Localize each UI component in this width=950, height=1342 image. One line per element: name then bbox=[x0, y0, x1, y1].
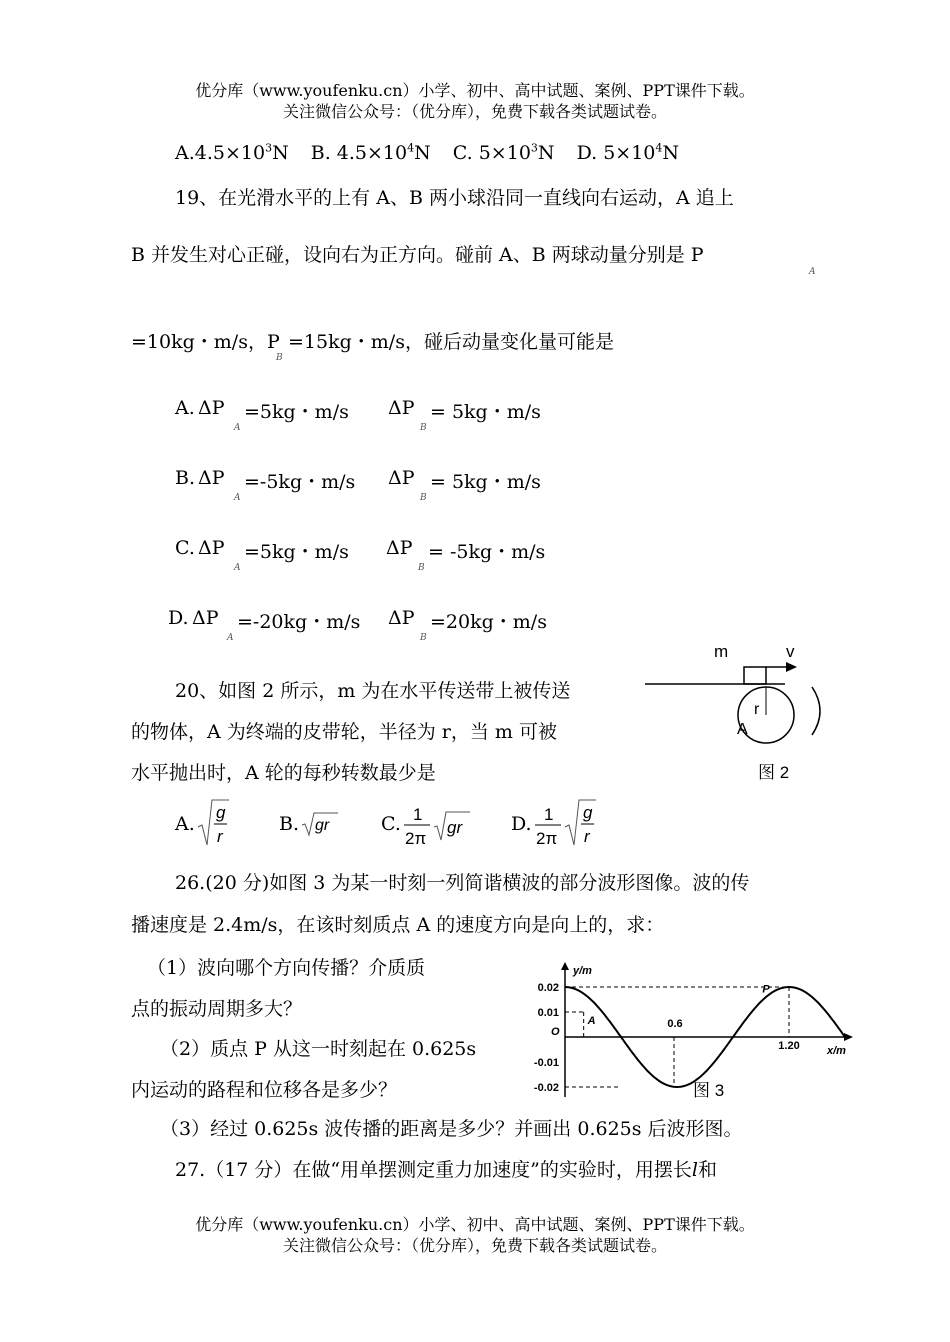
q26-part1-line1: （1）波向哪个方向传播？介质质 bbox=[147, 957, 426, 979]
q18-option-c: C. $5\times 10^3N$ bbox=[452, 142, 555, 165]
fig3-caption: 图 3 bbox=[693, 1081, 725, 1100]
q18-option-a: $A.4.5\times 10^3N$ bbox=[175, 142, 289, 165]
q19-option-d-pa: ΔP bbox=[192, 607, 219, 629]
q20-line-2: 的物体，A 为终端的皮带轮，半径为 r，当 m 可被 bbox=[131, 721, 557, 743]
q19-option-a-pa-val: =5kg・m/s bbox=[244, 401, 349, 423]
q19-option-b-pb-sub: B bbox=[420, 493, 427, 503]
q19-pb-subscript: B bbox=[276, 353, 283, 363]
q26-part3: （3）经过 0.625s 波传播的距离是多少？并画出 0.625s 后波形图。 bbox=[160, 1118, 743, 1140]
fig2-A-label: A bbox=[737, 721, 748, 738]
y-tick-label: -0.01 bbox=[533, 1057, 559, 1069]
x-tick-label: 1.20 bbox=[778, 1040, 800, 1052]
q20-line-1: 20、如图 2 所示，m 为在水平传送带上被传送 bbox=[175, 680, 571, 702]
q19-option-c-pb: ΔP bbox=[386, 537, 413, 559]
y-tick-label: 0.02 bbox=[537, 982, 559, 994]
header-line-1: 优分库（www.youfenku.cn）小学、初中、高中试题、案例、PPT课件下载。 bbox=[195, 81, 755, 100]
q19-option-b-pa-sub: A bbox=[234, 493, 241, 503]
point-P-label: P bbox=[762, 983, 770, 996]
figure-2 bbox=[640, 635, 830, 790]
q20-option-c-label: C. bbox=[381, 813, 401, 835]
q26-part2-line1: （2）质点 P 从这一时刻起在 0.625s bbox=[160, 1038, 477, 1060]
y-tick-label: 0.01 bbox=[537, 1007, 559, 1019]
footer-line-1: 优分库（www.youfenku.cn）小学、初中、高中试题、案例、PPT课件下载。 bbox=[195, 1215, 755, 1234]
formula-one-d: 1 bbox=[544, 805, 554, 824]
x-axis-arrow bbox=[844, 1033, 853, 1041]
formula-two-pi: 2π bbox=[405, 829, 427, 848]
q19-option-c-label: C. bbox=[175, 537, 195, 559]
q20-option-d-formula bbox=[533, 797, 599, 851]
q18-option-d: D. $5\times 10^4N$ bbox=[576, 142, 680, 165]
q18-option-b: B. $4.5\times 10^4N$ bbox=[310, 142, 431, 165]
q19-line-2: B 并发生对心正碰，设向右为正方向。碰前 A、B 两球动量分别是 P bbox=[131, 244, 704, 266]
point-A-label: A bbox=[587, 1015, 596, 1027]
formula-gr: gr bbox=[315, 817, 330, 834]
q19-option-d-pb-val: =20kg・m/s bbox=[430, 611, 547, 633]
formula-one: 1 bbox=[413, 805, 423, 824]
q19-option-b-pb: ΔP bbox=[388, 467, 415, 489]
y-axis-arrow bbox=[561, 962, 569, 970]
velocity-arrow-head bbox=[786, 662, 797, 672]
q20-option-d-label: D. bbox=[511, 813, 532, 835]
q19-pa-subscript: A bbox=[809, 267, 816, 277]
y-tick-label: -0.02 bbox=[533, 1082, 559, 1094]
q20-option-a-label: A. bbox=[175, 813, 195, 835]
q19-option-a-pa-sub: A bbox=[234, 423, 241, 433]
q19-option-d-pb: ΔP bbox=[388, 607, 415, 629]
q19-option-a-pb-val: = 5kg・m/s bbox=[430, 401, 541, 423]
q19-option-a-pb: ΔP bbox=[388, 397, 415, 419]
formula-r: r bbox=[217, 827, 223, 846]
q18-options bbox=[175, 142, 679, 164]
y-axis-label: y/m bbox=[573, 965, 592, 977]
q26-part1-line2: 点的振动周期多大？ bbox=[131, 998, 303, 1020]
q20-line-3: 水平抛出时，A 轮的每秒转数最少是 bbox=[131, 762, 436, 784]
q19-option-b-pb-val: = 5kg・m/s bbox=[430, 471, 541, 493]
q19-option-d-label: D. bbox=[168, 607, 189, 629]
header-line-2: 关注微信公众号：（优分库），免费下载各类试题试卷。 bbox=[282, 102, 667, 121]
q19-option-c-pb-sub: B bbox=[418, 563, 425, 573]
block-m bbox=[744, 667, 766, 684]
q20-option-b-formula bbox=[300, 810, 340, 838]
fig2-r-label: r bbox=[754, 701, 760, 718]
fig2-v-label: v bbox=[786, 642, 795, 661]
q19-option-b-pa-val: =-5kg・m/s bbox=[244, 471, 356, 493]
formula-r-d: r bbox=[584, 827, 590, 846]
footer-line-2: 关注微信公众号：（优分库），免费下载各类试题试卷。 bbox=[282, 1236, 667, 1255]
q26-line-2: 播速度是 2.4m/s，在该时刻质点 A 的速度方向是向上的，求： bbox=[131, 914, 665, 936]
trajectory-arc bbox=[812, 687, 820, 735]
formula-gr-c: gr bbox=[447, 818, 463, 837]
q26-line-1: 26.(20 分)如图 3 为某一时刻一列简谐横波的部分波形图像。波的传 bbox=[175, 872, 750, 894]
q19-option-c-pa: ΔP bbox=[198, 537, 225, 559]
q19-option-c-pa-sub: A bbox=[234, 563, 241, 573]
q19-option-d-pa-sub: A bbox=[227, 633, 234, 643]
q19-option-a-label: A. bbox=[175, 397, 195, 419]
q19-option-d-pb-sub: B bbox=[420, 633, 427, 643]
q19-option-c-pa-val: =5kg・m/s bbox=[244, 541, 349, 563]
x-axis-label: x/m bbox=[827, 1045, 846, 1057]
q19-line-3b: =15kg・m/s，碰后动量变化量可能是 bbox=[288, 331, 614, 353]
q19-option-d-pa-val: =-20kg・m/s bbox=[237, 611, 361, 633]
q20-option-a-formula bbox=[196, 797, 230, 851]
x-tick-label: 0.6 bbox=[667, 1018, 683, 1030]
fig2-caption: 图 2 bbox=[758, 763, 790, 782]
q27-italic-l: l bbox=[691, 1159, 698, 1181]
origin-label: O bbox=[551, 1026, 560, 1038]
fig2-m-label: m bbox=[714, 642, 729, 661]
q26-part2-line2: 内运动的路程和位移各是多少？ bbox=[131, 1079, 398, 1101]
q19-option-c-pb-val: = -5kg・m/s bbox=[428, 541, 546, 563]
q19-line-1: 19、在光滑水平的上有 A、B 两小球沿同一直线向右运动，A 追上 bbox=[175, 187, 734, 209]
q27-line-1: 27.（17 分）在做“用单摆测定重力加速度”的实验时，用摆长l和 bbox=[175, 1159, 717, 1181]
q19-option-b-label: B. bbox=[175, 467, 196, 489]
q19-option-a-pb-sub: B bbox=[420, 423, 427, 433]
q19-line-3a: =10kg・m/s，P bbox=[131, 331, 280, 353]
q20-option-b-label: B. bbox=[279, 813, 300, 835]
q19-option-a-pa: ΔP bbox=[198, 397, 225, 419]
formula-g-d: g bbox=[583, 803, 593, 822]
formula-g: g bbox=[216, 803, 226, 822]
q20-option-c-formula bbox=[402, 800, 472, 850]
q19-option-b-pa: ΔP bbox=[198, 467, 225, 489]
formula-two-pi-d: 2π bbox=[536, 829, 558, 848]
figure-3-chart bbox=[520, 960, 860, 1110]
